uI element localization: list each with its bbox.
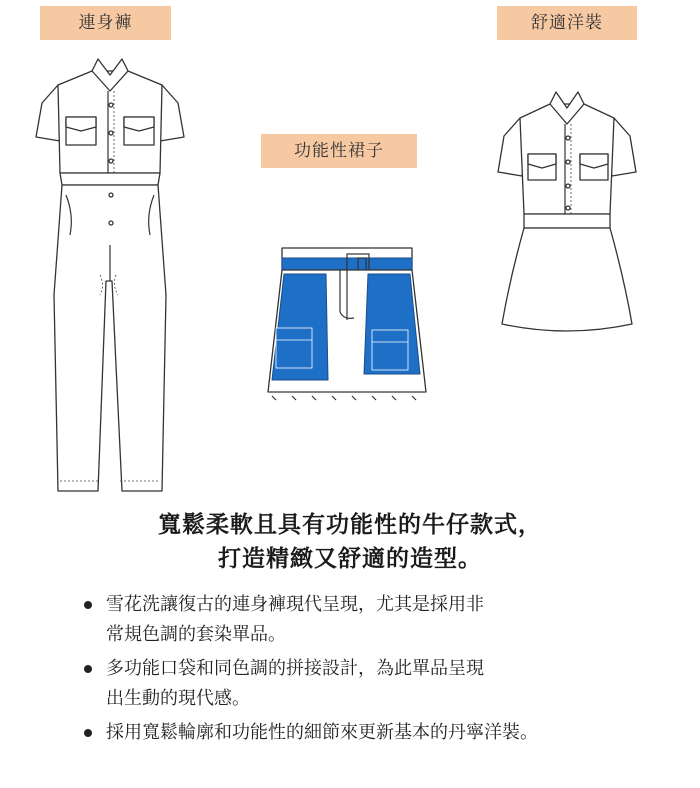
list-item-line-1: 採用寬鬆輪廓和功能性的細節來更新基本的丹寧洋裝。 xyxy=(106,722,538,743)
headline-line-1: 寬鬆柔軟且具有功能性的牛仔款式， xyxy=(158,512,542,538)
list-item xyxy=(84,590,684,650)
list-item-line-1: 多功能口袋和同色調的拼接設計，為此單品呈現 xyxy=(106,658,484,679)
list-item xyxy=(84,718,684,748)
dress-illustration xyxy=(492,88,642,338)
bullet-dot-icon xyxy=(84,665,92,673)
bullet-dot-icon xyxy=(84,729,92,737)
list-item xyxy=(84,654,684,714)
list-item-line-2: 出生動的現代感。 xyxy=(106,688,250,709)
dress-tag: 舒適洋裝 xyxy=(497,6,637,40)
jumpsuit-illustration xyxy=(30,45,190,495)
skirt-tag: 功能性裙子 xyxy=(261,134,417,168)
feature-list xyxy=(84,590,684,752)
list-item-line-2: 常規色調的套染單品。 xyxy=(106,624,286,645)
jumpsuit-tag: 連身褲 xyxy=(40,6,171,40)
skirt-illustration xyxy=(262,240,432,405)
list-item-line-1: 雪花洗讓復古的連身褲現代呈現，尤其是採用非 xyxy=(106,594,484,615)
headline-line-2: 打造精緻又舒適的造型。 xyxy=(218,546,482,572)
bullet-dot-icon xyxy=(84,601,92,609)
